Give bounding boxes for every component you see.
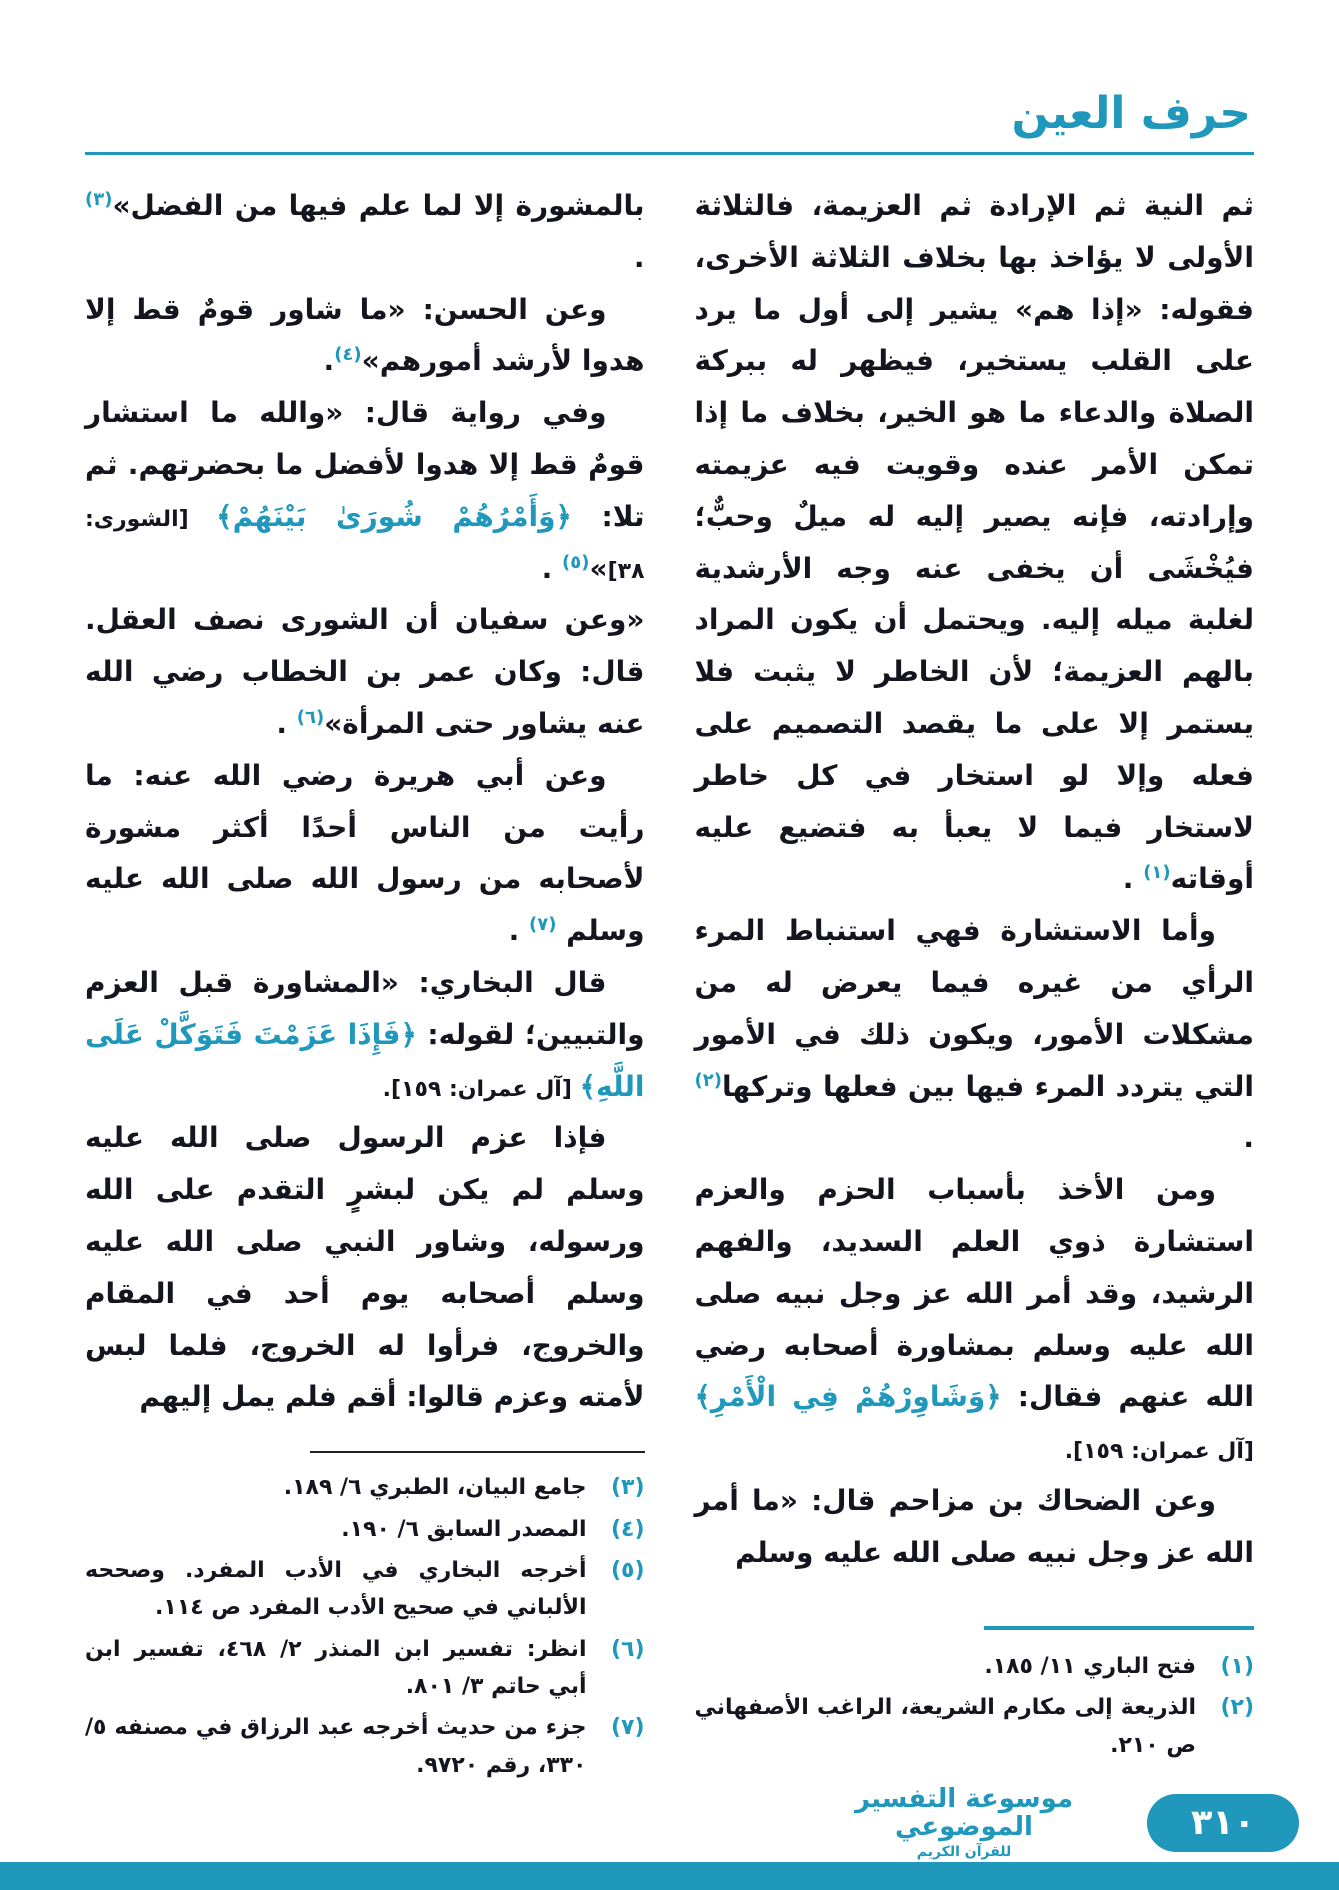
footnote-text: انظر: تفسير ابن المنذر ٢/ ٤٦٨، تفسير ابن أبي حاتم ٣/ ٨٠١. — [85, 1636, 587, 1700]
footer-bar — [0, 1862, 1339, 1890]
body-text: فإذا عزم الرسول صلى الله عليه وسلم لم يكن لبشرٍ التقدم على الله ورسوله، وشاور النبي صلى الله عليه وسلم أصحابه يوم أحد في المقام والخروج، فرأوا له الخروج، فلما لبس لأمته وعزم قالوا: أقم فلم يمل إليهم — [85, 1121, 645, 1414]
column-left — [85, 180, 645, 1778]
body-text: . — [508, 914, 529, 948]
footnote-separator — [310, 1451, 645, 1453]
body-text: . — [1243, 1121, 1254, 1155]
footnote-text: فتح الباري ١١/ ١٨٥. — [984, 1653, 1196, 1679]
citation: [آل عمران: ١٥٩]. — [1064, 1439, 1254, 1465]
body-text: وعن الضحاك بن مزاحم قال: «ما أمر الله عز وجل نبيه صلى الله عليه وسلم — [694, 1483, 1254, 1569]
footnote — [695, 1689, 1255, 1764]
citation: [الشورى: ٣٨] — [85, 506, 645, 584]
body-text: . — [633, 240, 645, 274]
paragraph — [695, 905, 1255, 1164]
body-text: . — [276, 706, 297, 740]
footnote — [85, 1709, 645, 1784]
footnote-number: (٢) — [1220, 1695, 1254, 1721]
body-text: «وعن سفيان أن الشورى نصف العقل. قال: وكان عمر بن الخطاب رضي الله عنه يشاور حتى المرأة» — [85, 603, 645, 740]
footnote-text: جامع البيان، الطبري ٦/ ١٨٩. — [283, 1475, 587, 1501]
footnote-number: (٣) — [610, 1475, 645, 1501]
footnote-ref: (٣) — [85, 189, 113, 210]
footnotes-right — [695, 1648, 1255, 1764]
body-text: بالمشورة إلا لما علم فيها من الفضل» — [112, 189, 645, 222]
paragraph — [695, 180, 1255, 905]
footnote — [695, 1648, 1255, 1685]
footnote-block-left — [85, 1451, 645, 1788]
footnote-number: (٧) — [610, 1715, 645, 1741]
quran-verse: ﴿وَشَاوِرْهُمْ فِي الْأَمْرِ﴾ — [694, 1380, 1002, 1414]
publisher-logo-title: موسوعة التفسير الموضوعي — [854, 1783, 1074, 1843]
paragraph — [695, 1475, 1255, 1579]
page-number-badge: ٣١٠ — [1147, 1794, 1299, 1852]
body-text: . — [541, 551, 563, 585]
header-divider — [85, 152, 1254, 155]
body-text: . — [1122, 862, 1144, 896]
footnote-number: (١) — [1220, 1653, 1254, 1679]
column-right — [695, 180, 1255, 1768]
publisher-logo-subtitle: للقرآن الكريم — [916, 1844, 1012, 1860]
footnote-ref: (٧) — [528, 914, 557, 936]
text-columns — [85, 180, 1254, 1778]
body-text: ومن الأخذ بأسباب الحزم والعزم استشارة ذوي العلم السديد، والفهم الرشيد، وقد أمر الله عز وجل نبيه صلى الله عليه وسلم بمشاورة أصحابه رضي الله عنهم فقال: — [694, 1173, 1254, 1414]
paragraph — [85, 387, 645, 594]
footnote-block-right — [695, 1626, 1255, 1768]
footnote — [85, 1511, 645, 1548]
quran-verse: ﴿وَأَمْرُهُمْ شُورَىٰ بَيْنَهُمْ﴾ — [216, 499, 572, 533]
paragraph — [85, 594, 645, 749]
paragraph — [85, 284, 645, 388]
body-text: ثم النية ثم الإرادة ثم العزيمة، فالثلاثة الأولى لا يؤاخذ بها بخلاف الثلاثة الأخرى، فقوله: «إذا هم» يشير إلى أول ما يرد على القلب يستخير، فيظهر له ببركة الصلاة والدعاء ما هو الخير، بخلاف ما إذا تمكن الأمر عنده وقويت فيه عزيمته وإرادته، فإنه يصير إليه له ميلٌ وحبٌّ؛ فيُخْشَى أن يخفى عنه وجه الأرشدية لغلبة ميله إليه. ويحتمل أن يكون المراد بالهم العزيمة؛ لأن الخاطر لا يثبت فلا يستمر إلا على ما يقصد التصميم على فعله وإلا لو استخار في كل خاطر لاستخار فيما لا يعبأ به فتضيع عليه أوقاته — [694, 189, 1254, 896]
body-text: وفي رواية قال: «والله ما استشار قومٌ قط إلا هدوا لأفضل ما بحضرتهم. ثم تلا: — [85, 396, 645, 533]
footnote-number: (٤) — [610, 1516, 645, 1542]
footnote — [85, 1552, 645, 1627]
body-text: وأما الاستشارة فهي استنباط المرء الرأي من غيره فيما يعرض له من مشكلات الأمور، ويكون ذلك في الأمور التي يتردد المرء فيها بين فعلها وتركها — [694, 914, 1254, 1103]
footnote-number: (٥) — [610, 1557, 645, 1583]
paragraphs-right — [695, 180, 1255, 1579]
body-text: . — [323, 344, 335, 378]
footnote — [85, 1469, 645, 1506]
citation: [آل عمران: ١٥٩]. — [382, 1076, 580, 1102]
paragraph — [695, 1164, 1255, 1475]
body-text: » — [589, 551, 608, 585]
body-text: وعن أبي هريرة رضي الله عنه: ما رأيت من الناس أحدًا أكثر مشورة لأصحابه من رسول الله صلى الله عليه وسلم — [85, 758, 645, 948]
footnote-text: أخرجه البخاري في الأدب المفرد. وصححه الألباني في صحيح الأدب المفرد ص ١١٤. — [85, 1557, 587, 1621]
footnote — [85, 1631, 645, 1706]
footnote-ref: (٢) — [694, 1069, 722, 1091]
footnote-number: (٦) — [610, 1636, 645, 1662]
footnote-ref: (٤) — [334, 344, 362, 366]
page-title: حرف العين — [1011, 88, 1251, 139]
footnote-text: الذريعة إلى مكارم الشريعة، الراغب الأصفهاني ص ٢١٠. — [694, 1695, 1196, 1758]
paragraph — [85, 1112, 645, 1423]
footnote-text: جزء من حديث أخرجه عبد الرزاق في مصنفه ٥/ ٣٣٠، رقم ٩٧٢٠. — [85, 1715, 587, 1778]
footnote-ref: (١) — [1143, 862, 1171, 884]
paragraph — [85, 750, 645, 957]
footnote-ref: (٦) — [296, 706, 325, 728]
paragraph — [85, 180, 645, 284]
publisher-logo — [824, 1785, 1104, 1860]
body-text: وعن الحسن: «ما شاور قومٌ قط إلا هدوا لأرشد أمورهم» — [85, 292, 645, 378]
body-text: قال البخاري: «المشاورة قبل العزم والتبيين؛ لقوله: — [85, 965, 645, 1051]
paragraph — [85, 957, 645, 1112]
footnote-separator — [984, 1626, 1254, 1630]
quran-verse: ﴿فَإِذَا عَزَمْتَ فَتَوَكَّلْ عَلَى اللَّهِ﴾ — [85, 1017, 645, 1103]
footnotes-left — [85, 1469, 645, 1784]
paragraphs-left — [85, 180, 645, 1423]
footnote-ref: (٥) — [562, 551, 590, 573]
footnote-text: المصدر السابق ٦/ ١٩٠. — [341, 1516, 587, 1542]
